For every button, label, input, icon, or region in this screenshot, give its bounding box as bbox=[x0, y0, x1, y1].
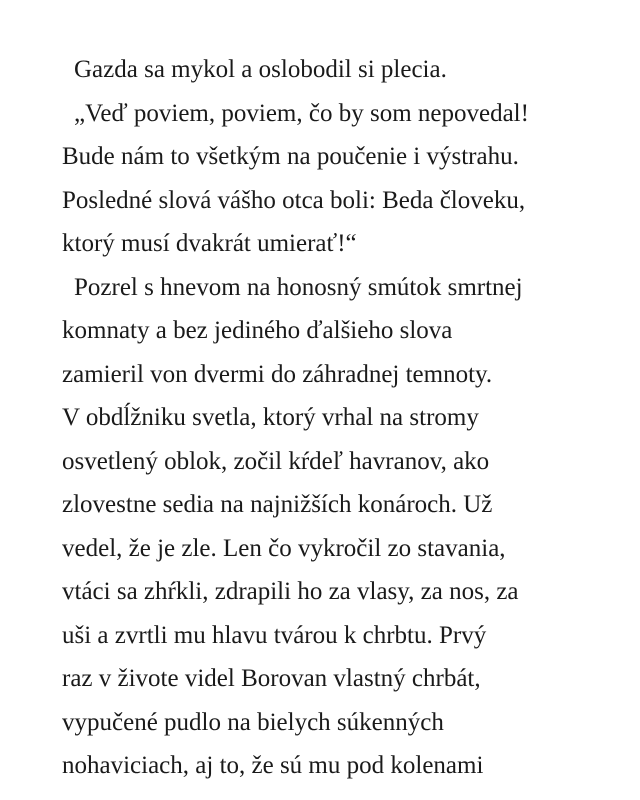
text-line: zlovestne sedia na najnižších konároch. Už bbox=[62, 491, 493, 518]
text-line: komnaty a bez jediného ďalšieho slova bbox=[62, 317, 453, 344]
text-line: V obdĺžniku svetla, ktorý vrhal na stromy bbox=[62, 404, 479, 431]
text-line: ktorý musí dvakrát umierať!“ bbox=[62, 230, 357, 257]
text-line: „Veď poviem, poviem, čo by som nepovedal! bbox=[74, 99, 529, 127]
text-line: uši a zvrtli mu hlavu tvárou k chrbtu. Prvý bbox=[62, 621, 487, 649]
text-line: vypučené pudlo na bielych súkenných bbox=[62, 708, 444, 736]
text-line: vedel, že je zle. Len čo vykročil zo stavania, bbox=[62, 534, 506, 562]
text-line: raz v živote videl Borovan vlastný chrbát, bbox=[62, 665, 481, 692]
book-page-text bbox=[62, 48, 622, 788]
text-line: nohaviciach, aj to, že sú mu pod kolenami bbox=[62, 752, 484, 779]
text-line: zamieril von dvermi do záhradnej temnoty. bbox=[62, 360, 493, 388]
text-line: Pozrel s hnevom na honosný smútok smrtnej bbox=[74, 273, 523, 301]
text-line: Gazda sa mykol a oslobodil si plecia. bbox=[74, 56, 447, 83]
text-line: Bude nám to všetkým na poučenie i výstrahu. bbox=[62, 143, 519, 170]
text-line: vtáci sa zhŕkli, zdrapili ho za vlasy, za nos, za bbox=[62, 578, 519, 605]
text-line: osvetlený oblok, zočil kŕdeľ havranov, ako bbox=[62, 447, 490, 475]
text-line: Posledné slová vášho otca boli: Beda človeku, bbox=[62, 186, 526, 214]
